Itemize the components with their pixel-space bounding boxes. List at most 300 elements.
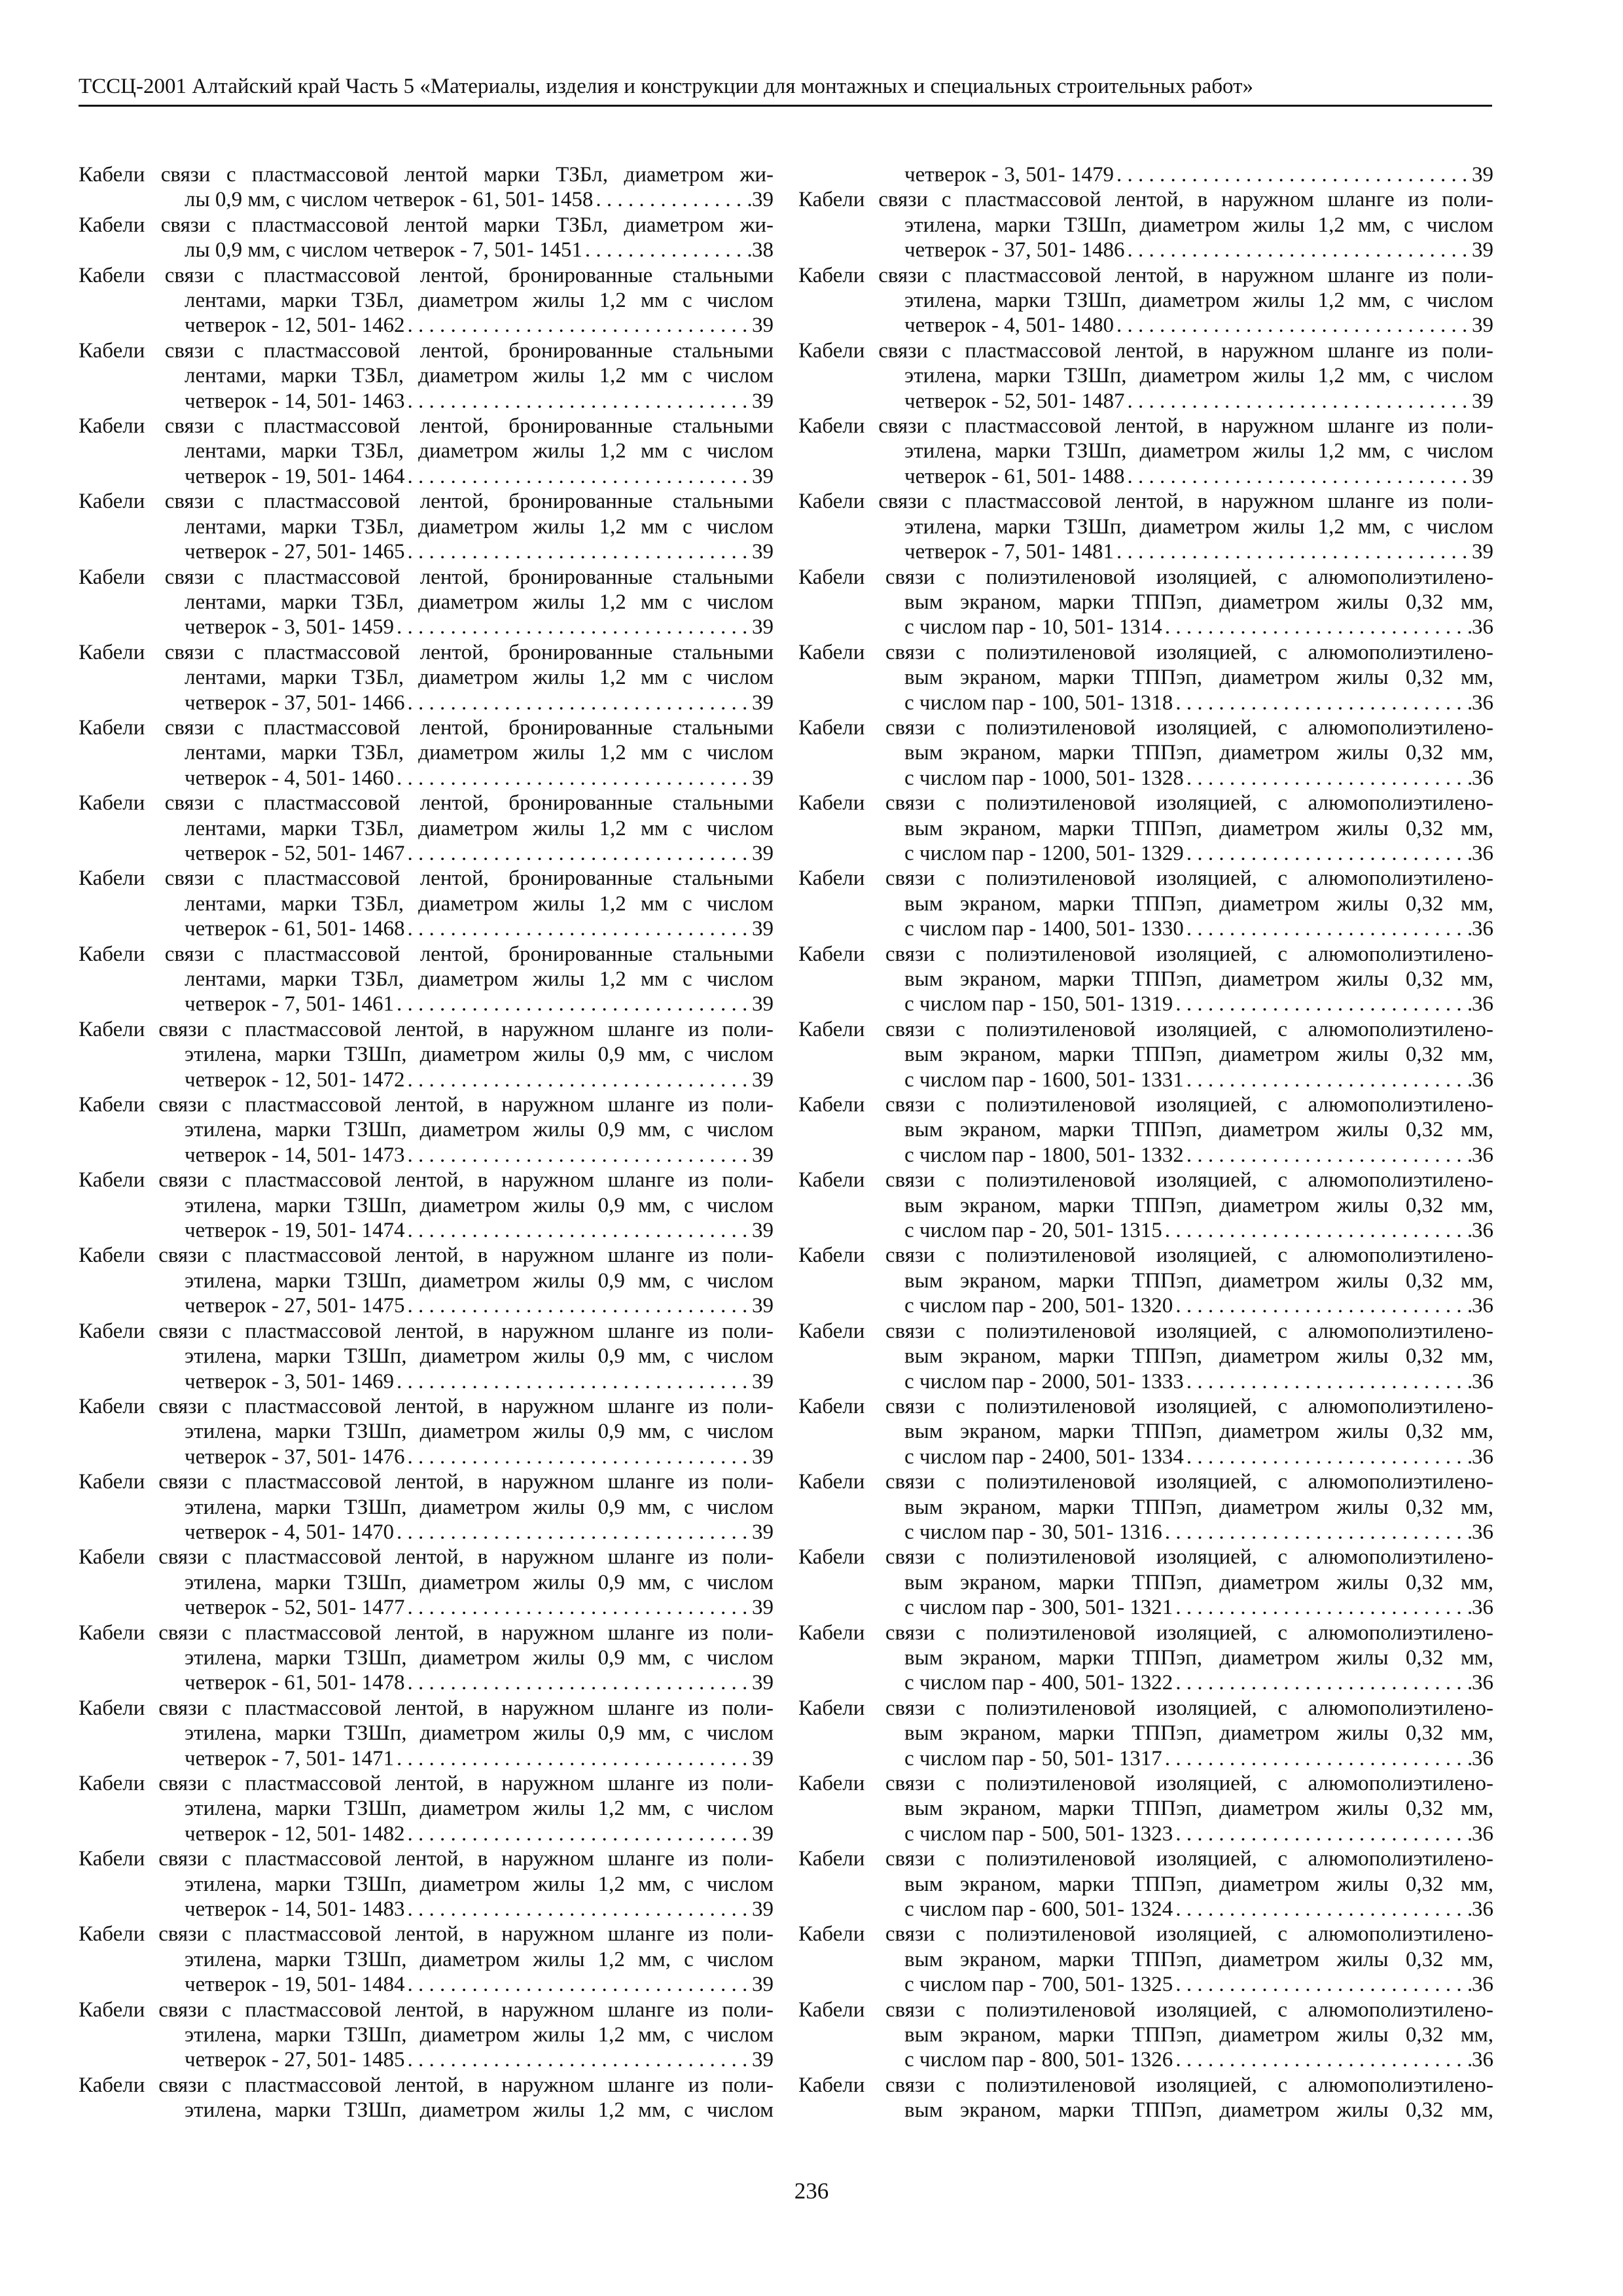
dot-leader <box>394 766 752 791</box>
entry-page-ref: 39 <box>752 1067 774 1092</box>
entry-text: лентами, марки ТЗБл, диаметром жилы 1,2 мм с числом <box>185 289 774 313</box>
entry-text: четверок - 4, 501- 1470 <box>185 1520 394 1544</box>
entry-text: вым экраном, марки ТППэп, диаметром жилы 0,32 мм, <box>904 891 1493 916</box>
entry-last-line <box>798 916 1493 941</box>
dot-leader <box>404 1897 752 1922</box>
entry-last-line <box>79 1821 774 1846</box>
entry-text: вым экраном, марки ТППэп, диаметром жилы 0,32 мм, <box>904 816 1493 840</box>
entry-last-line <box>79 2047 774 2072</box>
entry-text: Кабели связи с пластмассовой лентой, в наружном шланге из поли- <box>79 1922 774 1946</box>
entry-page-ref: 36 <box>1472 1821 1493 1846</box>
index-column-left <box>79 162 774 2123</box>
entry-text: этилена, марки ТЗШп, диаметром жилы 0,9 мм, с числом <box>185 1645 774 1670</box>
entry-text: Кабели связи с пластмассовой лентой, в наружном шланге из поли- <box>79 1319 774 1343</box>
entry-last-line <box>79 389 774 414</box>
entry-text: четверок - 19, 501- 1484 <box>185 1973 405 1997</box>
entry-text: четверок - 14, 501- 1463 <box>185 389 405 413</box>
entry-last-line <box>798 539 1493 564</box>
entry-text: с числом пар - 1200, 501- 1329 <box>904 841 1184 865</box>
index-entry <box>798 866 1493 941</box>
dot-leader <box>1184 1369 1472 1394</box>
entry-text: Кабели связи с полиэтиленовой изоляцией, с алюмополиэтилено- <box>798 867 1493 891</box>
entry-last-line <box>798 1067 1493 1092</box>
entry-text: четверок - 27, 501- 1485 <box>185 2048 405 2072</box>
dot-leader <box>1162 1520 1472 1545</box>
index-entry <box>79 1168 774 1243</box>
entry-text: Кабели связи с пластмассовой лентой, в наружном шланге из поли- <box>798 490 1493 514</box>
index-entry <box>79 1319 774 1394</box>
entry-text: с числом пар - 2000, 501- 1333 <box>904 1369 1184 1393</box>
entry-page-ref: 36 <box>1472 1369 1493 1393</box>
index-entry <box>79 2073 774 2123</box>
entry-last-line <box>79 1595 774 1620</box>
entry-last-line <box>798 464 1493 489</box>
entry-text: четверок - 37, 501- 1466 <box>185 691 405 715</box>
entry-text: Кабели связи с пластмассовой лентой, в наружном шланге из поли- <box>79 1470 774 1494</box>
entry-text: четверок - 52, 501- 1467 <box>185 841 405 865</box>
entry-text: четверок - 3, 501- 1479 <box>904 163 1114 187</box>
entry-page-ref: 36 <box>1472 1219 1493 1243</box>
entry-text: Кабели связи с пластмассовой лентой, в наружном шланге из поли- <box>79 2073 774 2097</box>
entry-last-line <box>798 1746 1493 1771</box>
entry-page-ref: 36 <box>1472 1143 1493 1167</box>
entry-page-ref: 39 <box>752 1897 774 1922</box>
entry-last-line <box>798 1897 1493 1922</box>
entry-text: этилена, марки ТЗШп, диаметром жилы 0,9 мм, с числом <box>185 1420 774 1444</box>
entry-last-line <box>798 1143 1493 1168</box>
entry-text: четверок - 14, 501- 1483 <box>185 1897 405 1922</box>
entry-last-line <box>798 766 1493 791</box>
entry-text: лы 0,9 мм, с числом четверок - 7, 501- 1451 <box>185 238 582 262</box>
dot-leader <box>1124 389 1472 414</box>
entry-text: вым экраном, марки ТППэп, диаметром жилы 0,32 мм, <box>904 1118 1493 1142</box>
entry-text: Кабели связи с полиэтиленовой изоляцией, с алюмополиэтилено- <box>798 640 1493 664</box>
entry-page-ref: 36 <box>1472 1746 1493 1770</box>
page-number: 236 <box>794 2178 829 2204</box>
entry-text: четверок - 37, 501- 1476 <box>185 1444 405 1469</box>
dot-leader <box>394 1520 752 1545</box>
entry-text: четверок - 7, 501- 1481 <box>904 540 1114 564</box>
index-entry <box>798 187 1493 262</box>
entry-last-line <box>798 389 1493 414</box>
entry-last-line <box>79 1067 774 1092</box>
entry-page-ref: 39 <box>752 1821 774 1846</box>
entry-text: Кабели связи с пластмассовой лентой, бронированные стальными <box>79 565 774 589</box>
entry-text: вым экраном, марки ТППэп, диаметром жилы 0,32 мм, <box>904 1344 1493 1369</box>
index-entry <box>798 1771 1493 1846</box>
index-entry <box>798 2073 1493 2123</box>
entry-page-ref: 39 <box>752 766 774 790</box>
entry-text: вым экраном, марки ТППэп, диаметром жилы 0,32 мм, <box>904 1797 1493 1821</box>
entry-text: Кабели связи с полиэтиленовой изоляцией, с алюмополиэтилено- <box>798 2073 1493 2097</box>
entry-text: Кабели связи с пластмассовой лентой, бронированные стальными <box>79 338 774 363</box>
entry-text: лентами, марки ТЗБл, диаметром жилы 1,2 мм с числом <box>185 364 774 388</box>
entry-text: Кабели связи с пластмассовой лентой, в наружном шланге из поли- <box>79 1394 774 1418</box>
dot-leader <box>1184 1444 1472 1469</box>
entry-text: вым экраном, марки ТППэп, диаметром жилы 0,32 мм, <box>904 1268 1493 1293</box>
index-entry <box>798 1319 1493 1394</box>
entry-text: четверок - 7, 501- 1461 <box>185 992 394 1016</box>
entry-text: лентами, марки ТЗБл, диаметром жилы 1,2 мм с числом <box>185 590 774 614</box>
dot-leader <box>404 1067 752 1092</box>
entry-last-line <box>798 1293 1493 1318</box>
entry-text: с числом пар - 600, 501- 1324 <box>904 1897 1173 1922</box>
entry-page-ref: 39 <box>752 188 774 212</box>
index-entry <box>79 213 774 263</box>
entry-last-line <box>79 1444 774 1469</box>
dot-leader <box>1173 1670 1472 1695</box>
entry-text: вым экраном, марки ТППэп, диаметром жилы 0,32 мм, <box>904 1721 1493 1746</box>
index-entry <box>798 1469 1493 1545</box>
entry-text: Кабели связи с пластмассовой лентой, в наружном шланге из поли- <box>798 188 1493 212</box>
index-entry <box>79 1394 774 1469</box>
index-entry <box>798 565 1493 640</box>
entry-last-line <box>798 162 1493 187</box>
entry-page-ref: 39 <box>1472 464 1493 488</box>
entry-text: Кабели связи с полиэтиленовой изоляцией, с алюмополиэтилено- <box>798 1093 1493 1117</box>
entry-text: четверок - 12, 501- 1482 <box>185 1821 405 1846</box>
entry-text: лентами, марки ТЗБл, диаметром жилы 1,2 мм с числом <box>185 816 774 840</box>
entry-last-line <box>79 464 774 489</box>
entry-page-ref: 39 <box>752 389 774 413</box>
entry-last-line <box>798 1520 1493 1545</box>
dot-leader <box>404 1143 752 1168</box>
entry-text: Кабели связи с полиэтиленовой изоляцией, с алюмополиэтилено- <box>798 1772 1493 1795</box>
entry-last-line <box>79 1897 774 1922</box>
entry-text: четверок - 52, 501- 1477 <box>185 1596 405 1620</box>
entry-page-ref: 39 <box>1472 540 1493 564</box>
entry-page-ref: 39 <box>752 464 774 488</box>
entry-text: Кабели связи с пластмассовой лентой, бронированные стальными <box>79 867 774 891</box>
index-entry <box>79 640 774 715</box>
index-entry <box>79 1017 774 1092</box>
entry-text: Кабели связи с полиэтиленовой изоляцией, с алюмополиэтилено- <box>798 1168 1493 1193</box>
entry-text: Кабели связи с полиэтиленовой изоляцией, с алюмополиэтилено- <box>798 1017 1493 1041</box>
dot-leader <box>404 1444 752 1469</box>
entry-page-ref: 39 <box>752 1746 774 1770</box>
entry-text: Кабели связи с полиэтиленовой изоляцией, с алюмополиэтилено- <box>798 1998 1493 2022</box>
entry-text: четверок - 52, 501- 1487 <box>904 389 1125 413</box>
entry-last-line <box>79 1520 774 1545</box>
entry-last-line <box>79 1746 774 1771</box>
entry-text: четверок - 14, 501- 1473 <box>185 1143 405 1167</box>
entry-last-line <box>798 313 1493 338</box>
index-entry <box>798 791 1493 866</box>
entry-text: четверок - 4, 501- 1460 <box>185 766 394 790</box>
entry-page-ref: 36 <box>1472 1294 1493 1318</box>
entry-text: лентами, марки ТЗБл, диаметром жилы 1,2 мм с числом <box>185 514 774 539</box>
entry-last-line <box>79 313 774 338</box>
entry-text: Кабели связи с полиэтиленовой изоляцией, с алюмополиэтилено- <box>798 942 1493 966</box>
entry-text: этилена, марки ТЗШп, диаметром жилы 0,9 мм, с числом <box>185 1495 774 1519</box>
entry-text: четверок - 19, 501- 1464 <box>185 464 405 488</box>
entry-text: четверок - 61, 501- 1468 <box>185 917 405 941</box>
entry-text: четверок - 3, 501- 1469 <box>185 1369 394 1393</box>
index-entry <box>79 414 774 489</box>
entry-text: лентами, марки ТЗБл, диаметром жилы 1,2 мм с числом <box>185 741 774 765</box>
dot-leader <box>394 992 752 1016</box>
dot-leader <box>1184 841 1472 866</box>
entry-text: лентами, марки ТЗБл, диаметром жилы 1,2 мм с числом <box>185 439 774 463</box>
entry-text: этилена, марки ТЗШп, диаметром жилы 1,2 мм, с числом <box>185 2023 774 2047</box>
dot-leader <box>1162 1746 1472 1771</box>
entry-last-line <box>79 766 774 791</box>
dot-leader <box>404 1218 752 1243</box>
index-entry <box>79 1545 774 1620</box>
entry-page-ref: 39 <box>752 1219 774 1243</box>
dot-leader <box>404 2047 752 2072</box>
entry-text: вым экраном, марки ТППэп, диаметром жилы 0,32 мм, <box>904 1043 1493 1067</box>
entry-page-ref: 36 <box>1472 615 1493 639</box>
entry-text: лы 0,9 мм, с числом четверок - 61, 501- 1458 <box>185 188 594 212</box>
entry-page-ref: 36 <box>1472 1973 1493 1997</box>
entry-page-ref: 39 <box>752 992 774 1016</box>
entry-text: с числом пар - 30, 501- 1316 <box>904 1520 1162 1544</box>
entry-last-line <box>798 1670 1493 1695</box>
entry-text: Кабели связи с полиэтиленовой изоляцией, с алюмополиэтилено- <box>798 565 1493 589</box>
entry-text: с числом пар - 800, 501- 1326 <box>904 2048 1173 2072</box>
entry-last-line <box>79 1369 774 1394</box>
dot-leader <box>1173 1821 1472 1846</box>
entry-text: Кабели связи с полиэтиленовой изоляцией, с алюмополиэтилено- <box>798 1394 1493 1418</box>
entry-last-line <box>79 1293 774 1318</box>
entry-text: Кабели связи с пластмассовой лентой, бронированные стальными <box>79 414 774 439</box>
entry-page-ref: 36 <box>1472 1067 1493 1092</box>
dot-leader <box>1173 1897 1472 1922</box>
entry-text: Кабели связи с пластмассовой лентой, в наружном шланге из поли- <box>79 1017 774 1041</box>
entry-text: Кабели связи с полиэтиленовой изоляцией, с алюмополиэтилено- <box>798 1470 1493 1494</box>
entry-text: этилена, марки ТЗШп, диаметром жилы 1,2 мм, с числом <box>185 2098 774 2123</box>
entry-last-line <box>798 2047 1493 2072</box>
entry-text: вым экраном, марки ТППэп, диаметром жилы 0,32 мм, <box>904 1193 1493 1217</box>
dot-leader <box>582 238 752 262</box>
dot-leader <box>1173 691 1472 715</box>
dot-leader <box>1114 313 1472 338</box>
entry-page-ref: 39 <box>752 615 774 639</box>
index-entry <box>79 1771 774 1846</box>
entry-text: четверок - 27, 501- 1475 <box>185 1294 405 1318</box>
entry-text: четверок - 7, 501- 1471 <box>185 1746 394 1770</box>
entry-text: Кабели связи с полиэтиленовой изоляцией, с алюмополиэтилено- <box>798 1621 1493 1645</box>
entry-last-line <box>79 539 774 564</box>
dot-leader <box>404 389 752 414</box>
dot-leader <box>1124 238 1472 262</box>
entry-last-line <box>798 238 1493 262</box>
entry-text: Кабели связи с полиэтиленовой изоляцией, с алюмополиэтилено- <box>798 1847 1493 1871</box>
index-entry <box>79 1998 774 2073</box>
entry-page-ref: 39 <box>752 1973 774 1997</box>
dot-leader <box>394 1746 752 1771</box>
entry-text: с числом пар - 50, 501- 1317 <box>904 1746 1162 1770</box>
index-entry <box>798 1092 1493 1168</box>
index-entry <box>798 338 1493 414</box>
index-entry <box>798 1545 1493 1620</box>
dot-leader <box>1184 1143 1472 1168</box>
entry-last-line <box>79 1972 774 1997</box>
entry-text: с числом пар - 1400, 501- 1330 <box>904 917 1184 941</box>
dot-leader <box>1173 992 1472 1016</box>
index-entry <box>798 942 1493 1017</box>
entry-text: Кабели связи с пластмассовой лентой, в наружном шланге из поли- <box>79 1621 774 1645</box>
dot-leader <box>404 1595 752 1620</box>
entry-text: Кабели связи с пластмассовой лентой, бронированные стальными <box>79 942 774 966</box>
entry-page-ref: 36 <box>1472 917 1493 941</box>
dot-leader <box>404 464 752 489</box>
entry-text: вым экраном, марки ТППэп, диаметром жилы 0,32 мм, <box>904 1495 1493 1519</box>
entry-text: Кабели связи с полиэтиленовой изоляцией, с алюмополиэтилено- <box>798 791 1493 816</box>
dot-leader <box>404 1670 752 1695</box>
index-entry <box>79 791 774 866</box>
entry-page-ref: 39 <box>1472 238 1493 262</box>
index-entry <box>79 715 774 791</box>
entry-text: вым экраном, марки ТППэп, диаметром жилы 0,32 мм, <box>904 2023 1493 2047</box>
entry-text: Кабели связи с пластмассовой лентой, в наружном шланге из поли- <box>79 1998 774 2022</box>
entry-text: вым экраном, марки ТППэп, диаметром жилы 0,32 мм, <box>904 1645 1493 1670</box>
entry-page-ref: 38 <box>752 238 774 262</box>
entry-last-line <box>798 1972 1493 1997</box>
entry-text: с числом пар - 1600, 501- 1331 <box>904 1067 1184 1092</box>
dot-leader <box>394 1369 752 1394</box>
entry-last-line <box>798 1821 1493 1846</box>
entry-text: с числом пар - 10, 501- 1314 <box>904 615 1162 639</box>
entry-page-ref: 36 <box>1472 766 1493 790</box>
index-entry <box>798 489 1493 564</box>
dot-leader <box>1162 1218 1472 1243</box>
index-entry <box>79 1243 774 1318</box>
entry-text: Кабели связи с пластмассовой лентой, в наружном шланге из поли- <box>79 1772 774 1795</box>
index-entry <box>798 640 1493 715</box>
index-entry <box>798 263 1493 338</box>
dot-leader <box>593 187 752 212</box>
dot-leader <box>404 1972 752 1997</box>
entry-text: этилена, марки ТЗШп, диаметром жилы 0,9 мм, с числом <box>185 1344 774 1369</box>
entry-text: с числом пар - 150, 501- 1319 <box>904 992 1173 1016</box>
dot-leader <box>1173 1293 1472 1318</box>
entry-text: с числом пар - 1800, 501- 1332 <box>904 1143 1184 1167</box>
entry-text: с числом пар - 20, 501- 1315 <box>904 1219 1162 1243</box>
entry-last-line <box>798 1218 1493 1243</box>
entry-text: четверок - 61, 501- 1478 <box>185 1671 405 1695</box>
entry-text: этилена, марки ТЗШп, диаметром жилы 1,2 мм, с числом <box>185 1797 774 1821</box>
dot-leader <box>1114 539 1472 564</box>
entry-text: Кабели связи с пластмассовой лентой, в наружном шланге из поли- <box>798 263 1493 287</box>
entry-text: Кабели связи с полиэтиленовой изоляцией, с алюмополиэтилено- <box>798 1922 1493 1946</box>
entry-text: этилена, марки ТЗШп, диаметром жилы 0,9 мм, с числом <box>185 1043 774 1067</box>
index-entry <box>798 1696 1493 1771</box>
index-entry <box>798 414 1493 489</box>
entry-page-ref: 36 <box>1472 1520 1493 1544</box>
entry-text: четверок - 4, 501- 1480 <box>904 314 1114 338</box>
entry-text: Кабели связи с полиэтиленовой изоляцией, с алюмополиэтилено- <box>798 1545 1493 1570</box>
entry-text: с числом пар - 500, 501- 1323 <box>904 1821 1173 1846</box>
entry-last-line <box>79 238 774 262</box>
entry-text: четверок - 27, 501- 1465 <box>185 540 405 564</box>
entry-text: этилена, марки ТЗШп, диаметром жилы 0,9 мм, с числом <box>185 1118 774 1142</box>
entry-text: вым экраном, марки ТППэп, диаметром жилы 0,32 мм, <box>904 967 1493 991</box>
entry-text: этилена, марки ТЗШп, диаметром жилы 1,2 мм, с числом <box>185 1872 774 1896</box>
dot-leader <box>404 1293 752 1318</box>
entry-text: лентами, марки ТЗБл, диаметром жилы 1,2 мм с числом <box>185 967 774 991</box>
index-entry <box>79 1696 774 1771</box>
entry-text: Кабели связи с полиэтиленовой изоляцией, с алюмополиэтилено- <box>798 1244 1493 1268</box>
index-entry <box>798 715 1493 791</box>
entry-page-ref: 39 <box>752 540 774 564</box>
entry-page-ref: 36 <box>1472 1671 1493 1695</box>
entry-text: этилена, марки ТЗШп, диаметром жилы 1,2 мм, с числом <box>904 439 1493 463</box>
dot-leader <box>404 539 752 564</box>
index-entry <box>798 162 1493 187</box>
entry-text: вым экраном, марки ТППэп, диаметром жилы 0,32 мм, <box>904 666 1493 690</box>
entry-text: Кабели связи с пластмассовой лентой, в наружном шланге из поли- <box>79 1696 774 1720</box>
entry-text: вым экраном, марки ТППэп, диаметром жилы 0,32 мм, <box>904 1872 1493 1896</box>
entry-page-ref: 39 <box>752 1294 774 1318</box>
entry-page-ref: 39 <box>752 841 774 865</box>
index-entry <box>79 162 774 213</box>
dot-leader <box>404 841 752 866</box>
index-entry <box>798 1394 1493 1469</box>
entry-text: этилена, марки ТЗШп, диаметром жилы 0,9 мм, с числом <box>185 1268 774 1293</box>
entry-text: четверок - 12, 501- 1462 <box>185 314 405 338</box>
dot-leader <box>394 615 752 639</box>
index-entry <box>79 942 774 1017</box>
entry-text: Кабели связи с полиэтиленовой изоляцией, с алюмополиэтилено- <box>798 1319 1493 1343</box>
index-entry <box>798 1998 1493 2073</box>
dot-leader <box>1173 1595 1472 1620</box>
entry-last-line <box>79 187 774 212</box>
index-entry <box>798 1168 1493 1243</box>
index-entry <box>79 1846 774 1922</box>
entry-text: с числом пар - 400, 501- 1322 <box>904 1671 1173 1695</box>
entry-text: Кабели связи с пластмассовой лентой, бронированные стальными <box>79 263 774 287</box>
entry-last-line <box>79 615 774 639</box>
entry-page-ref: 36 <box>1472 1897 1493 1922</box>
entry-last-line <box>79 841 774 866</box>
entry-page-ref: 39 <box>1472 389 1493 413</box>
dot-leader <box>1114 162 1472 187</box>
entry-text: четверок - 12, 501- 1472 <box>185 1067 405 1092</box>
dot-leader <box>1184 766 1472 791</box>
entry-text: лентами, марки ТЗБл, диаметром жилы 1,2 мм с числом <box>185 891 774 916</box>
entry-page-ref: 36 <box>1472 992 1493 1016</box>
entry-last-line <box>798 1595 1493 1620</box>
entry-text: этилена, марки ТЗШп, диаметром жилы 1,2 мм, с числом <box>904 213 1493 237</box>
index-column-right <box>798 162 1493 2123</box>
dot-leader <box>1184 916 1472 941</box>
entry-page-ref: 39 <box>752 1143 774 1167</box>
entry-text: этилена, марки ТЗШп, диаметром жилы 0,9 мм, с числом <box>185 1193 774 1217</box>
dot-leader <box>1184 1067 1472 1092</box>
index-entry <box>79 565 774 640</box>
entry-page-ref: 36 <box>1472 691 1493 715</box>
entry-last-line <box>79 691 774 715</box>
entry-text: с числом пар - 2400, 501- 1334 <box>904 1444 1184 1469</box>
entry-last-line <box>79 916 774 941</box>
index-entry <box>79 489 774 564</box>
entry-page-ref: 39 <box>1472 163 1493 187</box>
index-entry <box>798 1621 1493 1696</box>
entry-last-line <box>79 992 774 1016</box>
entry-page-ref: 39 <box>752 1596 774 1620</box>
index-entry <box>79 1922 774 1997</box>
entry-text: Кабели связи с полиэтиленовой изоляцией, с алюмополиэтилено- <box>798 1696 1493 1720</box>
index-entry <box>79 263 774 338</box>
entry-page-ref: 39 <box>752 691 774 715</box>
entry-page-ref: 36 <box>1472 2048 1493 2072</box>
entry-text: Кабели связи с пластмассовой лентой, в наружном шланге из поли- <box>79 1244 774 1268</box>
entry-text: Кабели связи с пластмассовой лентой, в наружном шланге из поли- <box>79 1847 774 1871</box>
index-entry <box>79 338 774 414</box>
entry-text: четверок - 37, 501- 1486 <box>904 238 1125 262</box>
